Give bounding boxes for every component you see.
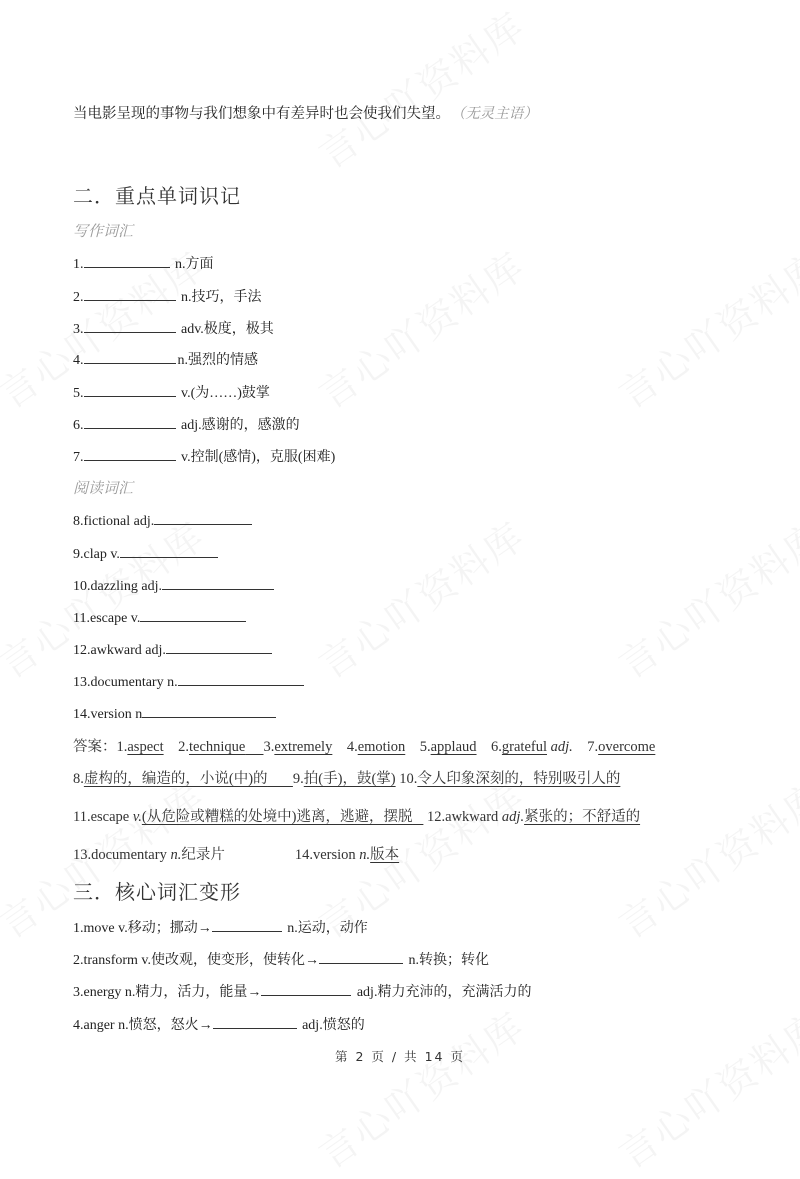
intro-note: （无灵主语） — [458, 106, 538, 122]
reading-item-14: 14.version n — [73, 703, 278, 723]
answer-11: (从危险或糟糕的处境中)逃离，逃避，摆脱 — [141, 809, 413, 825]
answer-10: 令人印象深刻的，特别吸引人的 — [417, 771, 621, 787]
answer-3: extremely — [274, 739, 333, 755]
reading-item-13: 13.documentary n. — [73, 671, 306, 691]
answer-blank[interactable] — [120, 543, 218, 558]
answer-blank[interactable] — [84, 382, 176, 397]
answer-blank[interactable] — [142, 703, 276, 718]
page-number: 第 2 页 / 共 14 页 — [335, 1049, 465, 1064]
writing-item-6: 6. adj.感谢的，感激的 — [73, 414, 300, 434]
writing-item-2: 2. n.技巧，手法 — [73, 286, 262, 306]
reading-vocab-label: 阅读词汇 — [73, 481, 134, 497]
transform-item-1: 1.move v.移动；挪动→ n.运动，动作 — [73, 917, 368, 937]
transform-item-4: 4.anger n.愤怒，怒火→ adj.愤怒的 — [73, 1014, 365, 1034]
answer-blank[interactable] — [84, 253, 170, 268]
answer-blank[interactable] — [166, 639, 272, 654]
answer-blank[interactable] — [212, 917, 282, 932]
answer-blank[interactable] — [319, 949, 403, 964]
answers-line-3: 11.escape v.(从危险或糟糕的处境中)逃离，逃避，摆脱 12.awkward adj.紧张的；不舒适的 — [73, 809, 641, 825]
writing-item-4: 4. n.强烈的情感 — [73, 349, 258, 369]
answer-14: 版本 — [370, 847, 400, 863]
intro-sentence — [73, 102, 538, 123]
section2-heading: 二．重点单词识记 — [73, 184, 241, 208]
writing-item-1: 1. n.方面 — [73, 253, 214, 273]
answers-line-1: 答案：1.aspect 2.technique 3.extremely 4.emotion 5.applaud 6.grateful adj. 7.overcome — [73, 739, 656, 755]
writing-item-5: 5. v.(为……)鼓掌 — [73, 382, 270, 402]
writing-item-7: 7. v.控制(感情)，克服(困难) — [73, 446, 335, 466]
answer-blank[interactable] — [84, 286, 176, 301]
answer-blank[interactable] — [178, 671, 304, 686]
answer-blank[interactable] — [162, 575, 274, 590]
answer-1: aspect — [127, 739, 164, 755]
answers-line-4: 13.documentary n.纪录片 14.version n.版本 — [73, 847, 400, 863]
transform-item-3: 3.energy n.精力，活力，能量→ adj.精力充沛的，充满活力的 — [73, 981, 531, 1001]
section3-heading: 三．核心词汇变形 — [73, 880, 241, 904]
reading-item-10: 10.dazzling adj. — [73, 575, 276, 595]
answer-8: 虚构的，编造的，小说(中)的 — [83, 771, 268, 787]
answer-blank[interactable] — [84, 414, 176, 429]
answer-blank[interactable] — [154, 510, 252, 525]
answer-5: applaud — [430, 739, 477, 755]
transform-item-2: 2.transform v.使改观，使变形，使转化→ n.转换；转化 — [73, 949, 489, 969]
answer-blank[interactable] — [140, 607, 246, 622]
answer-blank[interactable] — [213, 1014, 297, 1029]
answer-4: emotion — [357, 739, 406, 755]
writing-item-3: 3. adv.极度，极其 — [73, 318, 274, 338]
reading-item-11: 11.escape v. — [73, 607, 248, 627]
reading-item-9: 9.clap v. — [73, 543, 220, 563]
answer-7: overcome — [598, 739, 656, 755]
answer-9: 拍(手)，鼓(掌) — [303, 771, 396, 787]
reading-item-12: 12.awkward adj. — [73, 639, 274, 659]
reading-item-8: 8.fictional adj. — [73, 510, 254, 530]
answer-6: grateful — [501, 739, 547, 755]
answers-line-2: 8.虚构的，编造的，小说(中)的 9.拍(手)，鼓(掌) 10.令人印象深刻的，特别吸引人的 — [73, 771, 621, 787]
answer-blank[interactable] — [84, 446, 176, 461]
answer-blank[interactable] — [261, 981, 351, 996]
writing-vocab-label: 写作词汇 — [73, 224, 134, 240]
intro-text: 当电影呈现的事物与我们想象中有差异时也会使我们失望。 — [73, 106, 450, 122]
answer-2: technique — [188, 739, 246, 755]
answer-blank[interactable] — [84, 318, 176, 333]
answer-blank[interactable] — [84, 349, 176, 364]
answer-12: 紧张的；不舒适的 — [524, 809, 641, 825]
answer-13: 纪录片 — [181, 847, 225, 863]
